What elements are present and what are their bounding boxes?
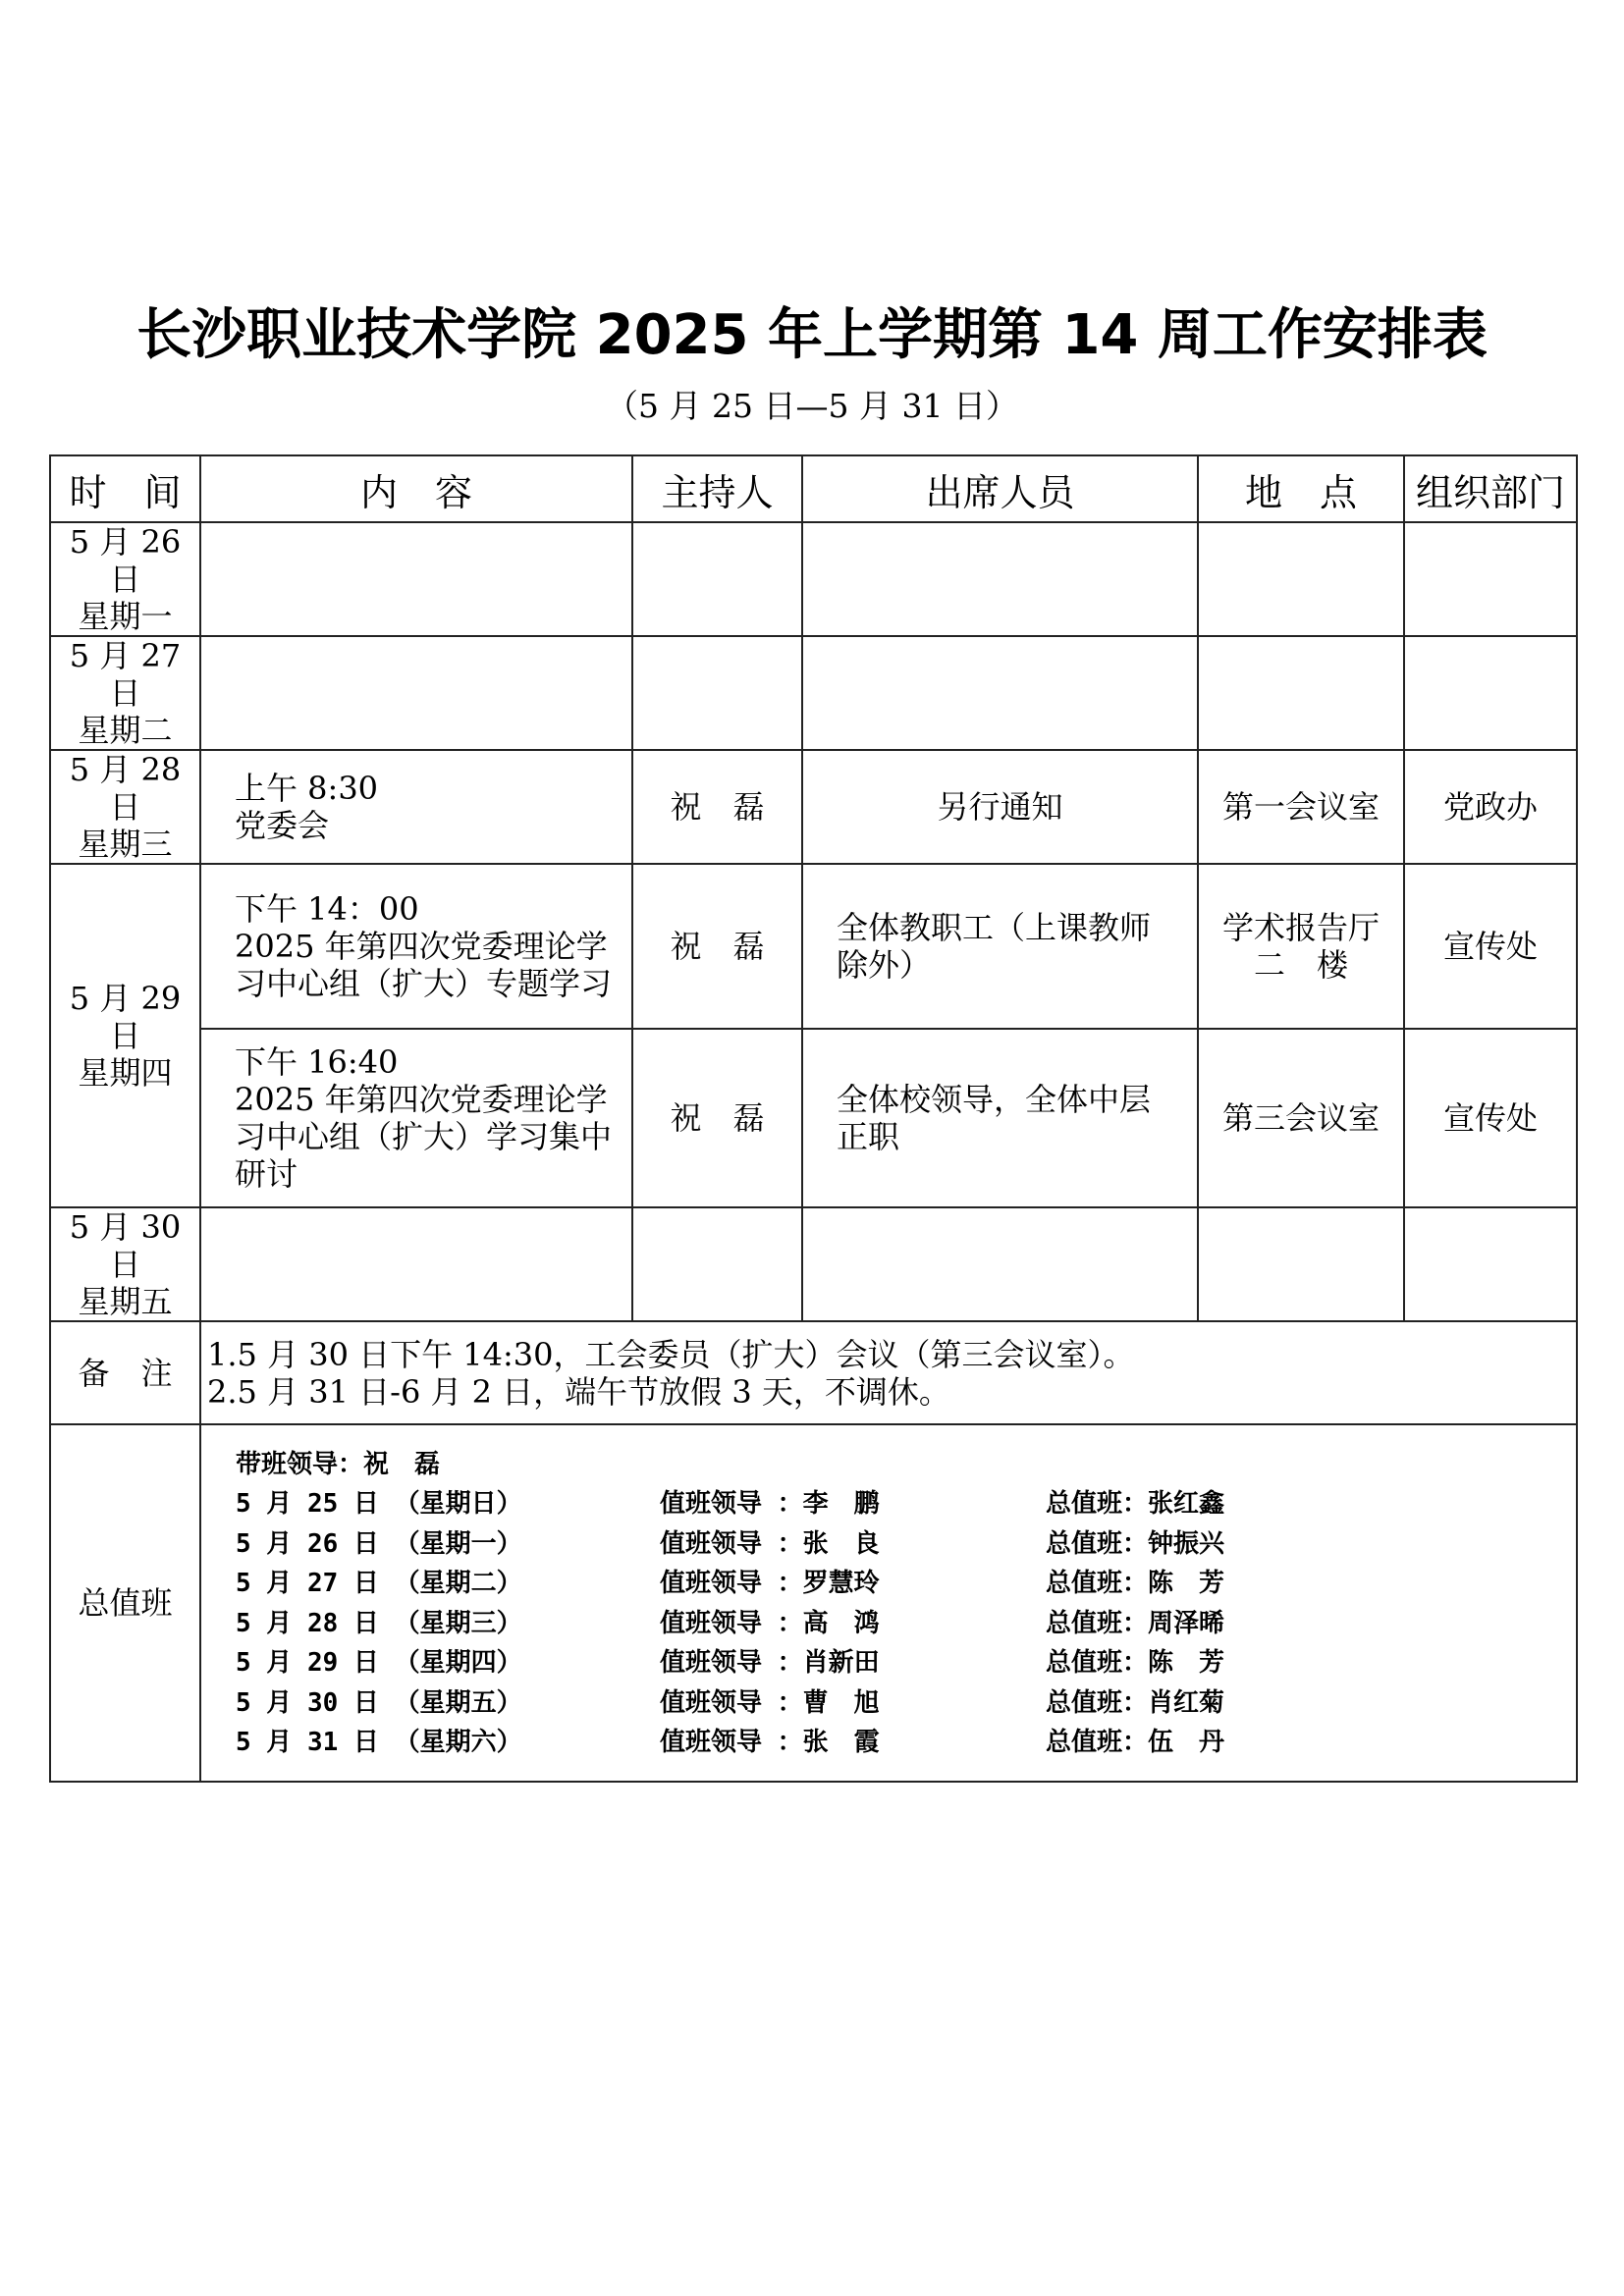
duty-leader: 值班领导 ：罗慧玲: [660, 1569, 880, 1598]
day-weekday: 星期五: [78, 1283, 173, 1320]
location-cell: [1198, 636, 1404, 750]
notes-label: 备 注: [50, 1321, 200, 1424]
event-location: [1198, 864, 1404, 1029]
header-host: 主持人: [632, 455, 802, 522]
event-time: 下午 14：00: [235, 890, 419, 928]
header-content: 内 容: [200, 455, 632, 522]
event-location: [1198, 750, 1404, 864]
duty-label: 总值班: [50, 1424, 200, 1782]
content-cell: [200, 864, 632, 1029]
content-cell: [200, 750, 632, 864]
event-host: 祝 磊: [632, 750, 802, 864]
duty-leader: 值班领导 ：李 鹏: [660, 1489, 880, 1519]
duty-list-item: [231, 1604, 1576, 1644]
attendees-cell: [802, 1207, 1198, 1321]
duty-list-item: [231, 1643, 1576, 1683]
day-weekday: 星期四: [78, 1054, 173, 1092]
event-title: 2025 年第四次党委理论学习中心组（扩大）学习集中研讨: [235, 1081, 613, 1193]
note-line: 2.5 月 31 日-6 月 2 日，端午节放假 3 天，不调休。: [207, 1372, 950, 1411]
table-row: [50, 522, 1577, 636]
duty-leader: 值班领导 ：高 鸿: [660, 1608, 880, 1638]
duty-leader: 值班领导 ：张 霞: [660, 1728, 880, 1757]
event-attendees: 另行通知: [802, 750, 1198, 864]
schedule-table: [49, 454, 1578, 1783]
event-title: 党委会: [235, 807, 330, 844]
duty-date: 5 月 26 日 （星期一）: [236, 1528, 522, 1559]
duty-date: 5 月 31 日 （星期六）: [236, 1728, 522, 1757]
host-cell: [632, 522, 802, 636]
day-date: 5 月 27 日: [69, 637, 182, 712]
day-date: 5 月 30 日: [69, 1208, 182, 1283]
duty-general: 总值班：陈 芳: [1046, 1648, 1225, 1678]
event-location-line1: 第三会议室: [1221, 1099, 1380, 1137]
content-cell: [200, 522, 632, 636]
event-attendees: 全体教职工（上课教师除外）: [802, 864, 1198, 1029]
table-header-row: [50, 455, 1577, 522]
event-time: 下午 16:40: [235, 1043, 399, 1081]
duty-general: 总值班：张红鑫: [1046, 1489, 1225, 1519]
department-cell: [1404, 636, 1577, 750]
duty-date: 5 月 30 日 （星期五）: [236, 1687, 522, 1718]
duty-date: 5 月 27 日 （星期二）: [236, 1569, 522, 1598]
table-row: [50, 1029, 1577, 1207]
location-cell: [1198, 1207, 1404, 1321]
location-cell: [1198, 522, 1404, 636]
duty-date: 5 月 29 日 （星期四）: [236, 1648, 522, 1678]
table-row: [50, 864, 1577, 1029]
table-row: [50, 750, 1577, 864]
event-host: 祝 磊: [632, 864, 802, 1029]
duty-general: 总值班：陈 芳: [1046, 1569, 1225, 1598]
table-row: [50, 1207, 1577, 1321]
content-cell: [200, 1207, 632, 1321]
event-attendees: 全体校领导，全体中层正职: [802, 1029, 1198, 1207]
host-cell: [632, 1207, 802, 1321]
department-cell: [1404, 522, 1577, 636]
duty-cell: [200, 1424, 1577, 1782]
event-location-line1: 第一会议室: [1221, 788, 1380, 826]
duty-general: 总值班：周泽晞: [1046, 1608, 1225, 1638]
event-department: 党政办: [1404, 750, 1577, 864]
duty-list-item: [231, 1564, 1576, 1604]
duty-list-item: [231, 1484, 1576, 1524]
duty-row: [50, 1424, 1577, 1782]
note-line: 1.5 月 30 日下午 14:30，工会委员（扩大）会议（第三会议室）。: [207, 1335, 1135, 1373]
duty-shift-leader: 带班领导：祝 磊: [236, 1450, 441, 1479]
event-location: [1198, 1029, 1404, 1207]
content-cell: [200, 1029, 632, 1207]
event-host: 祝 磊: [632, 1029, 802, 1207]
attendees-cell: [802, 522, 1198, 636]
day-cell: [50, 864, 200, 1207]
header-department: 组织部门: [1404, 455, 1577, 522]
duty-general: 总值班：钟振兴: [1046, 1528, 1225, 1559]
day-cell: [50, 750, 200, 864]
attendees-cell: [802, 636, 1198, 750]
day-cell: [50, 1207, 200, 1321]
header-attendees: 出席人员: [802, 455, 1198, 522]
day-weekday: 星期一: [78, 598, 173, 635]
page-title: 长沙职业技术学院 2025 年上学期第 14 周工作安排表: [136, 303, 1488, 367]
duty-list-item: [231, 1524, 1576, 1565]
table-row: [50, 636, 1577, 750]
duty-leader: 值班领导 ：肖新田: [660, 1648, 880, 1678]
date-range-subtitle: （5 月 25 日—5 月 31 日）: [606, 387, 1018, 425]
event-title: 2025 年第四次党委理论学习中心组（扩大）专题学习: [235, 928, 613, 1002]
duty-general: 总值班：伍 丹: [1046, 1728, 1225, 1757]
duty-list-item: [231, 1723, 1576, 1763]
day-weekday: 星期二: [78, 712, 173, 749]
event-department: 宣传处: [1404, 864, 1577, 1029]
header-time: 时 间: [50, 455, 200, 522]
duty-date: 5 月 28 日 （星期三）: [236, 1608, 522, 1638]
day-date: 5 月 28 日: [69, 751, 182, 826]
host-cell: [632, 636, 802, 750]
event-location-line1: 学术报告厅: [1221, 909, 1380, 946]
department-cell: [1404, 1207, 1577, 1321]
event-location-line2: 二 楼: [1253, 946, 1348, 984]
content-cell: [200, 636, 632, 750]
notes-cell: [200, 1321, 1577, 1424]
duty-list-item: [231, 1683, 1576, 1724]
event-time: 上午 8:30: [235, 770, 379, 807]
header-location: 地 点: [1198, 455, 1404, 522]
duty-leader: 值班领导 ：曹 旭: [660, 1687, 880, 1718]
day-weekday: 星期三: [78, 826, 173, 863]
duty-general: 总值班：肖红菊: [1046, 1687, 1225, 1718]
day-date: 5 月 26 日: [69, 523, 182, 598]
event-department: 宣传处: [1404, 1029, 1577, 1207]
day-cell: [50, 636, 200, 750]
duty-date: 5 月 25 日 （星期日）: [236, 1489, 522, 1519]
duty-leader: 值班领导 ：张 良: [660, 1528, 880, 1559]
day-date: 5 月 29 日: [69, 980, 182, 1054]
day-cell: [50, 522, 200, 636]
notes-row: [50, 1321, 1577, 1424]
